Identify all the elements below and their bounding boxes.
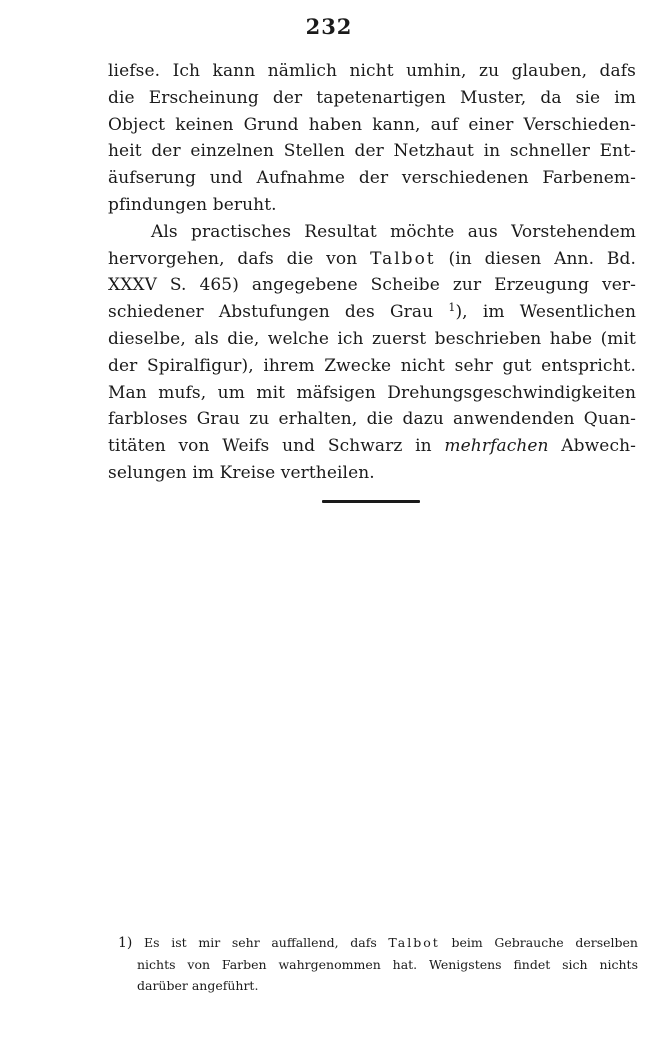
author-name: Talbot bbox=[388, 935, 440, 950]
text-segment: hervorgehen, dafs die von bbox=[108, 248, 371, 269]
body-text bbox=[108, 58, 636, 487]
page-number: 232 bbox=[305, 14, 353, 39]
text-line bbox=[108, 433, 636, 460]
text-line: farbloses Grau zu erhalten, die dazu anwendenden Quan- bbox=[108, 409, 636, 430]
text-segment: titäten von Weifs und Schwarz in bbox=[108, 436, 445, 457]
text-segment: (in diesen Ann. Bd. bbox=[435, 248, 637, 269]
text-line: dieselbe, als die, welche ich zuerst beschrieben habe (mit bbox=[108, 328, 636, 349]
section-divider bbox=[322, 500, 420, 503]
footnote-marker: 1) bbox=[118, 935, 133, 951]
text-line: heit der einzelnen Stellen der Netzhaut in schneller Ent- bbox=[108, 141, 636, 162]
text-line: äufserung und Aufnahme der verschiedenen Farbenem- bbox=[108, 168, 636, 189]
text-line: die Erscheinung der tapetenartigen Muster, da sie im bbox=[108, 87, 636, 108]
text-line: Object keinen Grund haben kann, auf einer Verschieden- bbox=[108, 114, 636, 135]
text-line bbox=[108, 299, 636, 326]
text-segment: Es ist mir sehr auffallend, dafs bbox=[144, 935, 389, 950]
footnote-line: darüber angeführt. bbox=[137, 978, 259, 993]
text-line: Man mufs, um mit mäfsigen Drehungsgeschwindigkeiten bbox=[108, 382, 636, 403]
text-segment: ), im Wesentlichen bbox=[455, 302, 636, 323]
text-line: XXXV S. 465) angegebene Scheibe zur Erzeugung ver- bbox=[108, 275, 636, 296]
author-name: Talbot bbox=[370, 248, 436, 269]
footnote-line: nichts von Farben wahrgenommen hat. Wenigstens findet sich nichts bbox=[137, 956, 638, 972]
text-line: der Spiralfigur), ihrem Zwecke nicht sehr gut entspricht. bbox=[108, 355, 636, 376]
text-line: selungen im Kreise vertheilen. bbox=[108, 462, 375, 483]
footnote-line bbox=[118, 932, 638, 954]
text-segment: schiedener Abstufungen des Grau bbox=[108, 302, 449, 323]
footnote-reference: 1 bbox=[448, 301, 456, 315]
text-line bbox=[108, 246, 636, 273]
footnote bbox=[118, 932, 638, 997]
text-line: pfindungen beruht. bbox=[108, 194, 277, 215]
text-line: liefse. Ich kann nämlich nicht umhin, zu glauben, dafs bbox=[108, 61, 636, 81]
text-segment: Abwech- bbox=[548, 436, 636, 457]
emphasis: mehrfachen bbox=[444, 436, 549, 457]
text-line: Als practisches Resultat möchte aus Vorstehendem bbox=[151, 221, 636, 242]
text-segment: beim Gebrauche derselben bbox=[439, 935, 638, 950]
